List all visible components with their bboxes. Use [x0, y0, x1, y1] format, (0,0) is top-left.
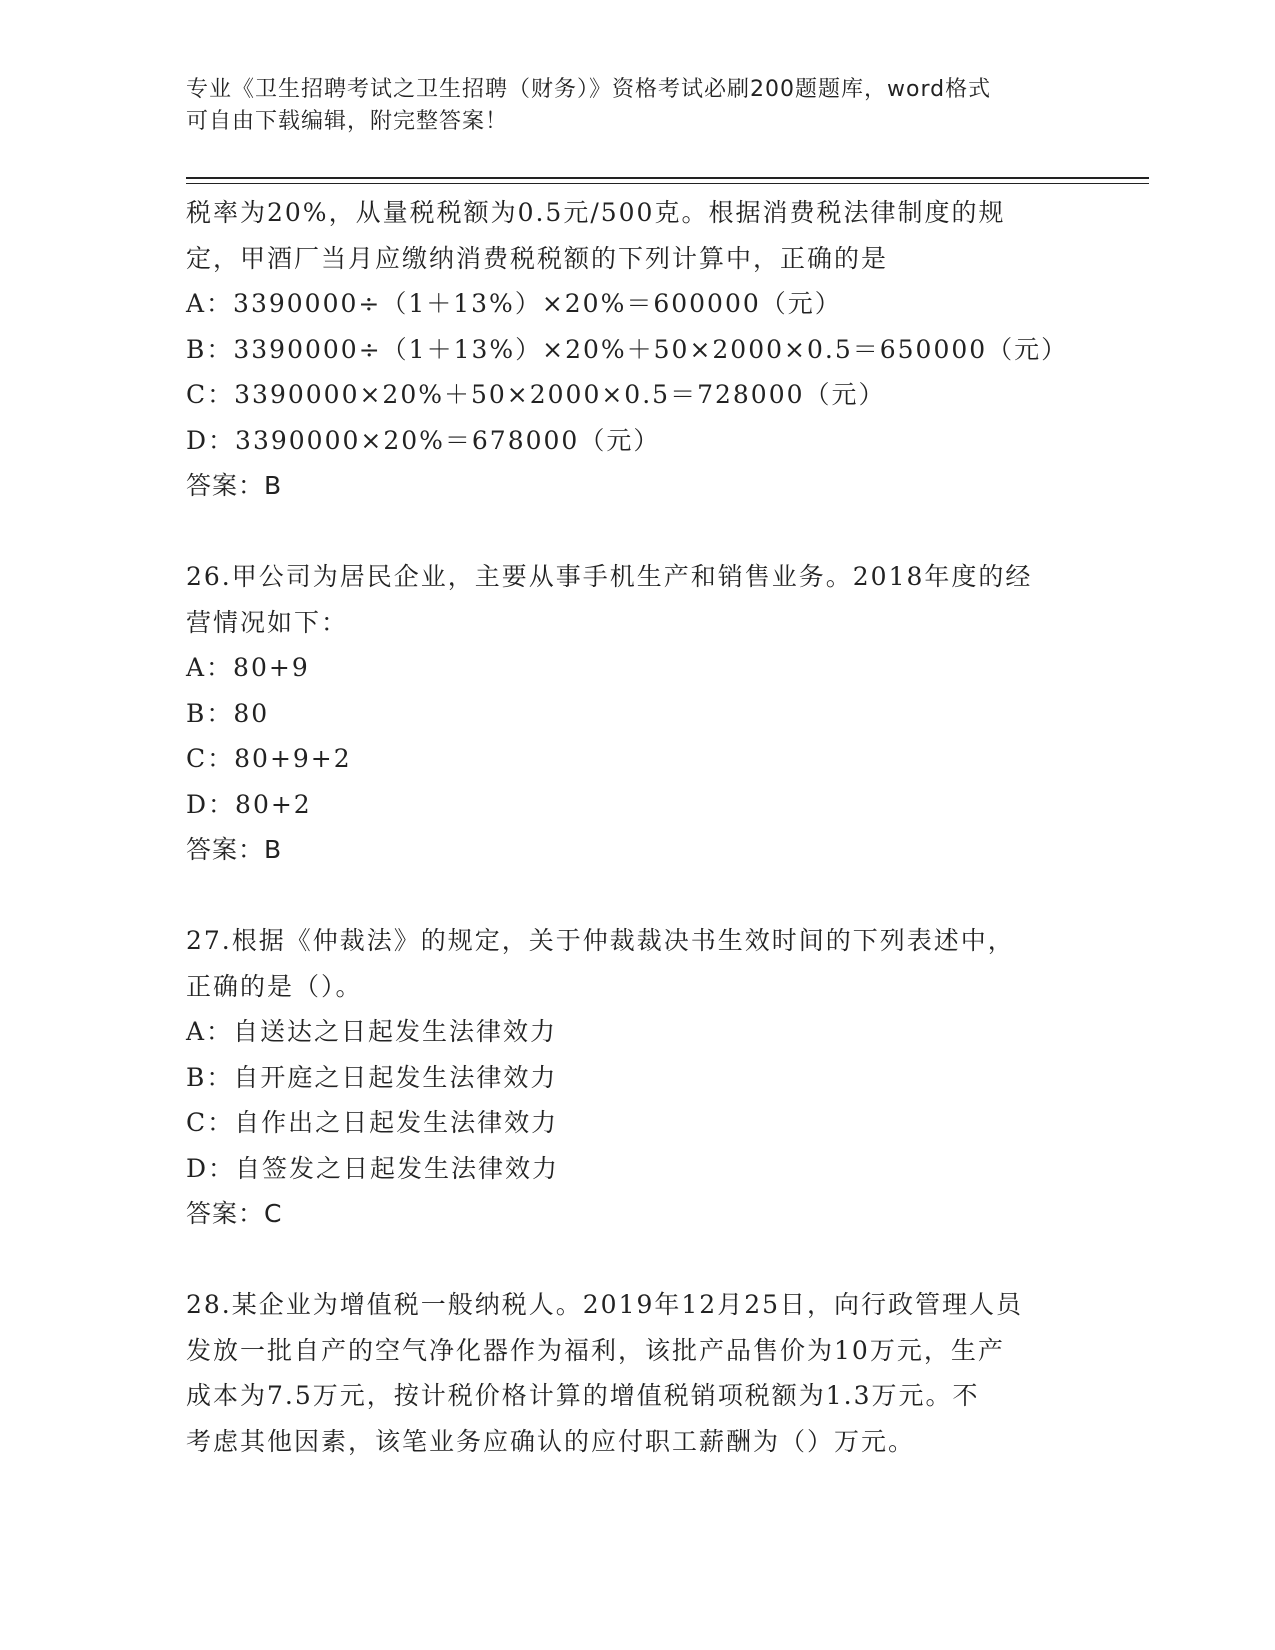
answer: 答案：C [186, 1199, 283, 1228]
question-stem: 27.根据《仲裁法》的规定，关于仲裁裁决书生效时间的下列表述中， [186, 926, 1015, 955]
option-d: D：80+2 [186, 789, 312, 819]
question-stem: 28.某企业为增值税一般纳税人。2019年12月25日，向行政管理人员 [186, 1290, 1024, 1319]
question-28 [186, 1282, 1086, 1464]
question-27 [186, 918, 1086, 1237]
question-stem: 考虑其他因素，该笔业务应确认的应付职工薪酬为（）万元。 [186, 1426, 916, 1456]
header-line-2: 可自由下载编辑，附完整答案！ [186, 109, 509, 134]
header-line-1: 专业《卫生招聘考试之卫生招聘（财务）》资格考试必刷200题题库，word格式 [186, 77, 992, 102]
option-d: D：3390000×20%＝678000（元） [186, 425, 661, 455]
question-25 [186, 190, 1086, 509]
question-stem: 26.甲公司为居民企业，主要从事手机生产和销售业务。2018年度的经 [186, 562, 1033, 591]
question-stem: 正确的是（）。 [186, 971, 363, 1001]
answer: 答案：B [186, 835, 283, 864]
spacer [186, 509, 1086, 555]
question-stem: 营情况如下： [186, 607, 349, 637]
question-list [186, 190, 1086, 1464]
option-c: C：自作出之日起发生法律效力 [186, 1108, 559, 1137]
question-stem: 成本为7.5万元，按计税价格计算的增值税销项税额为1.3万元。不 [186, 1381, 980, 1410]
option-b: B：80 [186, 698, 270, 728]
question-stem: 税率为20%，从量税税额为0.5元/500克。根据消费税法律制度的规 [186, 198, 1006, 227]
option-c: C：3390000×20%＋50×2000×0.5＝728000（元） [186, 380, 886, 409]
header-divider-thick [186, 177, 1149, 179]
option-b: B：3390000÷（1＋13%）×20%＋50×2000×0.5＝650000（元） [186, 334, 1069, 364]
option-c: C：80+9+2 [186, 744, 352, 773]
question-stem: 定，甲酒厂当月应缴纳消费税税额的下列计算中，正确的是 [186, 243, 889, 273]
spacer [186, 873, 1086, 919]
header-divider-thin [186, 183, 1149, 184]
document-header [186, 74, 1066, 138]
option-a: A：3390000÷（1＋13%）×20%＝600000（元） [186, 289, 842, 318]
spacer [186, 1237, 1086, 1283]
option-a: A：自送达之日起发生法律效力 [186, 1017, 558, 1046]
answer: 答案：B [186, 471, 283, 500]
question-stem: 发放一批自产的空气净化器作为福利，该批产品售价为10万元，生产 [186, 1335, 1005, 1365]
option-b: B：自开庭之日起发生法律效力 [186, 1062, 558, 1092]
option-a: A：80+9 [186, 653, 310, 682]
option-d: D：自签发之日起发生法律效力 [186, 1153, 560, 1183]
question-26 [186, 554, 1086, 873]
